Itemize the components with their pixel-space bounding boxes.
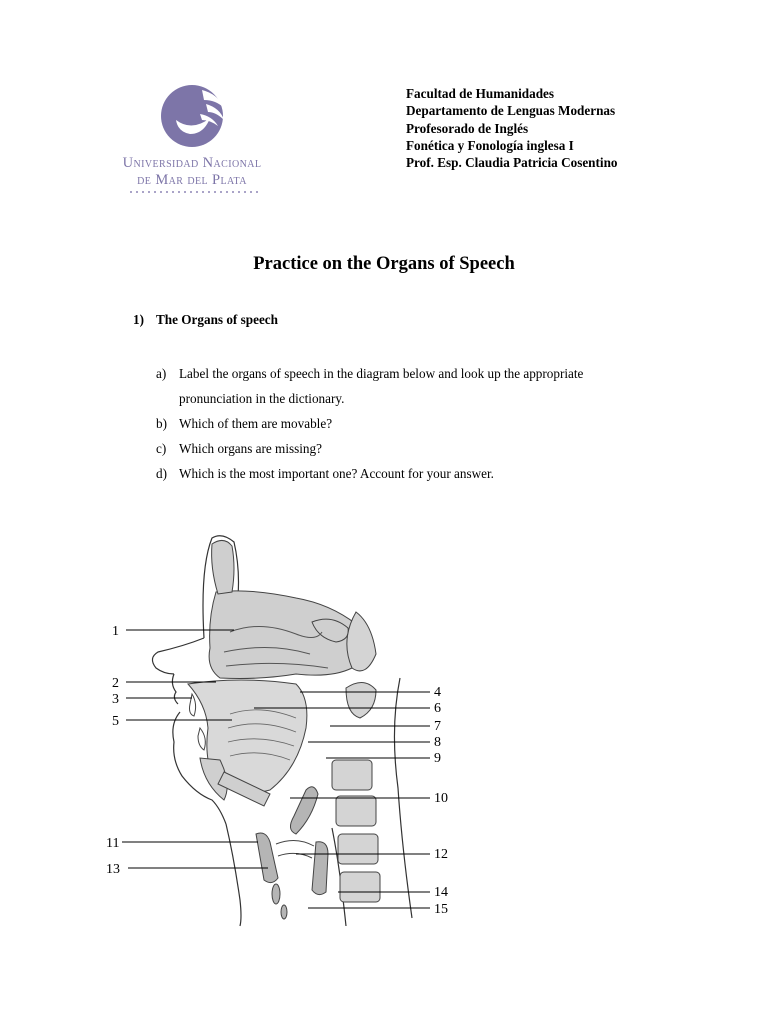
nasal-cavity-shape — [209, 540, 360, 678]
header-program: Profesorado de Inglés — [406, 120, 529, 136]
question-text: Which organs are missing? — [179, 441, 322, 456]
organs-of-speech-diagram — [100, 528, 470, 928]
epiglottis-lines — [276, 840, 314, 858]
larynx-shape — [256, 787, 328, 919]
question-text-line2: pronunciation in the dictionary. — [179, 391, 345, 406]
header-professor: Prof. Esp. Claudia Patricia Cosentino — [406, 155, 618, 171]
question-letter: c) — [156, 441, 167, 456]
logo-dotted-rule — [128, 191, 258, 193]
diagram-label: 1 — [112, 624, 119, 639]
diagram-label: 8 — [434, 735, 441, 750]
diagram-label: 6 — [434, 701, 441, 716]
logo-text-line2: de Mar del Plata — [137, 172, 247, 188]
section-number: 1) — [133, 312, 144, 327]
diagram-label: 7 — [434, 719, 441, 734]
logo-emblem-icon — [106, 82, 278, 154]
question-b — [156, 411, 583, 436]
diagram-label: 4 — [434, 685, 441, 700]
diagram-label: 5 — [112, 714, 119, 729]
question-c — [156, 436, 583, 461]
section-heading — [133, 312, 278, 328]
header-department: Departamento de Lenguas Modernas — [406, 103, 616, 119]
question-text: Which of them are movable? — [179, 416, 333, 431]
question-d — [156, 461, 583, 486]
page-title: Practice on the Organs of Speech — [253, 254, 515, 274]
diagram-label: 13 — [106, 862, 120, 877]
diagram-label: 11 — [106, 836, 120, 851]
header-info — [406, 85, 618, 171]
question-list — [156, 361, 583, 486]
question-letter: b) — [156, 416, 167, 431]
question-letter: a) — [156, 366, 167, 381]
diagram-label: 9 — [434, 751, 441, 766]
diagram-label: 3 — [112, 692, 119, 707]
diagram-label: 15 — [434, 902, 448, 917]
university-logo — [106, 82, 278, 200]
question-a — [156, 361, 583, 411]
question-letter: d) — [156, 466, 167, 481]
diagram-label: 10 — [434, 791, 448, 806]
question-text-line1: Label the organs of speech in the diagram below and look up the appropriate — [179, 366, 584, 381]
header-faculty: Facultad de Humanidades — [406, 86, 555, 101]
question-text: Which is the most important one? Account for your answer. — [179, 466, 494, 481]
logo-text-line1: Universidad Nacional — [122, 155, 262, 171]
section-title: The Organs of speech — [156, 312, 278, 327]
diagram-label: 14 — [434, 885, 448, 900]
diagram-label: 12 — [434, 847, 448, 862]
diagram-label: 2 — [112, 676, 119, 691]
header-course: Fonética y Fonología inglesa I — [406, 137, 574, 153]
